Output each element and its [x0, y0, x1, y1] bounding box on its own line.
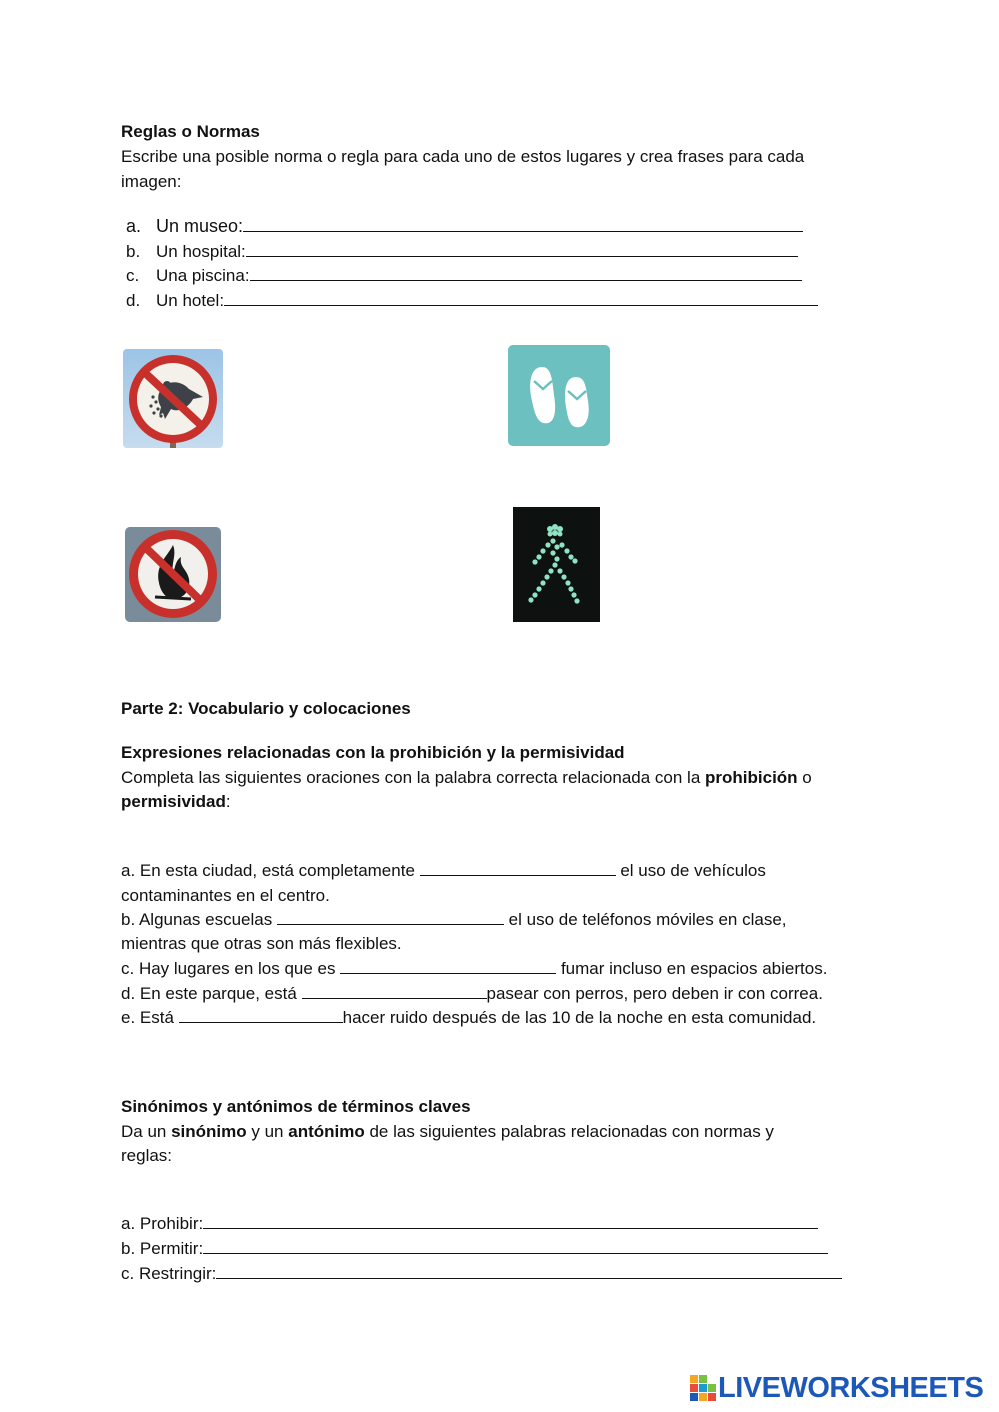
- intro-text: Completa las siguientes oraciones con la palabra correcta relacionada con la: [121, 768, 706, 787]
- list-letter: b.: [126, 242, 141, 261]
- section-intro-line1: Escribe una posible norma o regla para cada uno de estos lugares y crea frases para cada: [121, 147, 805, 166]
- sentence-text: el uso de teléfonos móviles en clase,: [503, 910, 787, 929]
- word-label: b. Permitir:: [121, 1239, 204, 1258]
- intro-text: o: [797, 768, 812, 787]
- answer-line[interactable]: [216, 1262, 842, 1279]
- part2-title: Parte 2: Vocabulario y colocaciones: [121, 699, 411, 718]
- list-label: Un hotel:: [156, 291, 225, 310]
- sentence-c: [121, 957, 827, 981]
- intro-text: :: [225, 792, 231, 811]
- intro-bold: prohibición: [705, 768, 798, 787]
- list-item-piscina: [121, 264, 802, 288]
- sentence-text: el uso de vehículos: [615, 861, 766, 880]
- list-label: Un hospital:: [156, 242, 246, 261]
- sentence-a: [121, 859, 766, 883]
- answer-line[interactable]: [224, 289, 818, 306]
- section-intro-line2: imagen:: [121, 172, 182, 191]
- intro-bold: sinónimo: [171, 1122, 247, 1141]
- sentence-text: b. Algunas escuelas: [121, 910, 277, 929]
- answer-line[interactable]: [250, 264, 802, 281]
- word-item-permitir: [121, 1237, 828, 1261]
- fill-blank[interactable]: [340, 957, 556, 974]
- intro-bold: antónimo: [288, 1122, 365, 1141]
- word-label: a. Prohibir:: [121, 1214, 204, 1233]
- sentence-e: [121, 1006, 816, 1030]
- list-item-hospital: [121, 240, 798, 264]
- green-pedestrian-light: [513, 507, 600, 622]
- list-letter: a.: [126, 216, 142, 236]
- sentence-d: [121, 982, 823, 1006]
- sentence-a-cont: contaminantes en el centro.: [121, 886, 330, 905]
- word-label: c. Restringir:: [121, 1264, 217, 1283]
- part2-subtitle: Expresiones relacionadas con la prohibición y la permisividad: [121, 743, 625, 762]
- part2-intro-line2: [121, 790, 231, 814]
- word-item-prohibir: [121, 1212, 818, 1236]
- answer-line[interactable]: [246, 240, 798, 257]
- list-label: Un museo:: [156, 216, 244, 236]
- sentence-text: fumar incluso en espacios abiertos.: [556, 959, 828, 978]
- intro-text: de las siguientes palabras relacionadas con normas y: [364, 1122, 774, 1141]
- no-feeding-birds-sign: [123, 349, 223, 448]
- sentence-text: a. En esta ciudad, está completamente: [121, 861, 420, 880]
- part2-intro-line1: [121, 766, 812, 790]
- sentence-text: e. Está: [121, 1008, 179, 1027]
- intro-bold: permisividad: [121, 792, 226, 811]
- list-item-hotel: [121, 289, 818, 313]
- sentence-text: hacer ruido después de las 10 de la noche en esta comunidad.: [342, 1008, 817, 1027]
- sentence-text: c. Hay lugares en los que es: [121, 959, 341, 978]
- fill-blank[interactable]: [277, 908, 504, 925]
- list-letter: c.: [126, 266, 140, 285]
- section-title: Reglas o Normas: [121, 122, 260, 141]
- sentence-b-cont: mientras que otras son más flexibles.: [121, 934, 402, 953]
- list-label: Una piscina:: [156, 266, 250, 285]
- answer-line[interactable]: [203, 1212, 818, 1229]
- liveworksheets-logo: [690, 1372, 983, 1404]
- fill-blank[interactable]: [420, 859, 616, 876]
- sentence-text: d. En este parque, está: [121, 984, 302, 1003]
- list-letter: d.: [126, 291, 141, 310]
- intro-text: y un: [246, 1122, 289, 1141]
- fill-blank[interactable]: [302, 982, 487, 999]
- intro-text: Da un: [121, 1122, 172, 1141]
- answer-line[interactable]: [243, 215, 803, 232]
- list-item-museo: [121, 214, 803, 238]
- fill-blank[interactable]: [179, 1006, 343, 1023]
- section3-title: Sinónimos y antónimos de términos claves: [121, 1097, 471, 1116]
- sentence-b: [121, 908, 787, 932]
- logo-mark-icon: [690, 1375, 716, 1401]
- answer-line[interactable]: [203, 1237, 828, 1254]
- no-fire-sign: [125, 527, 221, 622]
- flip-flops-sign: [508, 345, 610, 446]
- section3-intro-line1: [121, 1120, 774, 1144]
- logo-text: LIVEWORKSHEETS: [718, 1371, 984, 1404]
- sentence-text: pasear con perros, pero deben ir con correa.: [486, 984, 823, 1003]
- word-item-restringir: [121, 1262, 842, 1286]
- section3-intro-line2: reglas:: [121, 1146, 173, 1165]
